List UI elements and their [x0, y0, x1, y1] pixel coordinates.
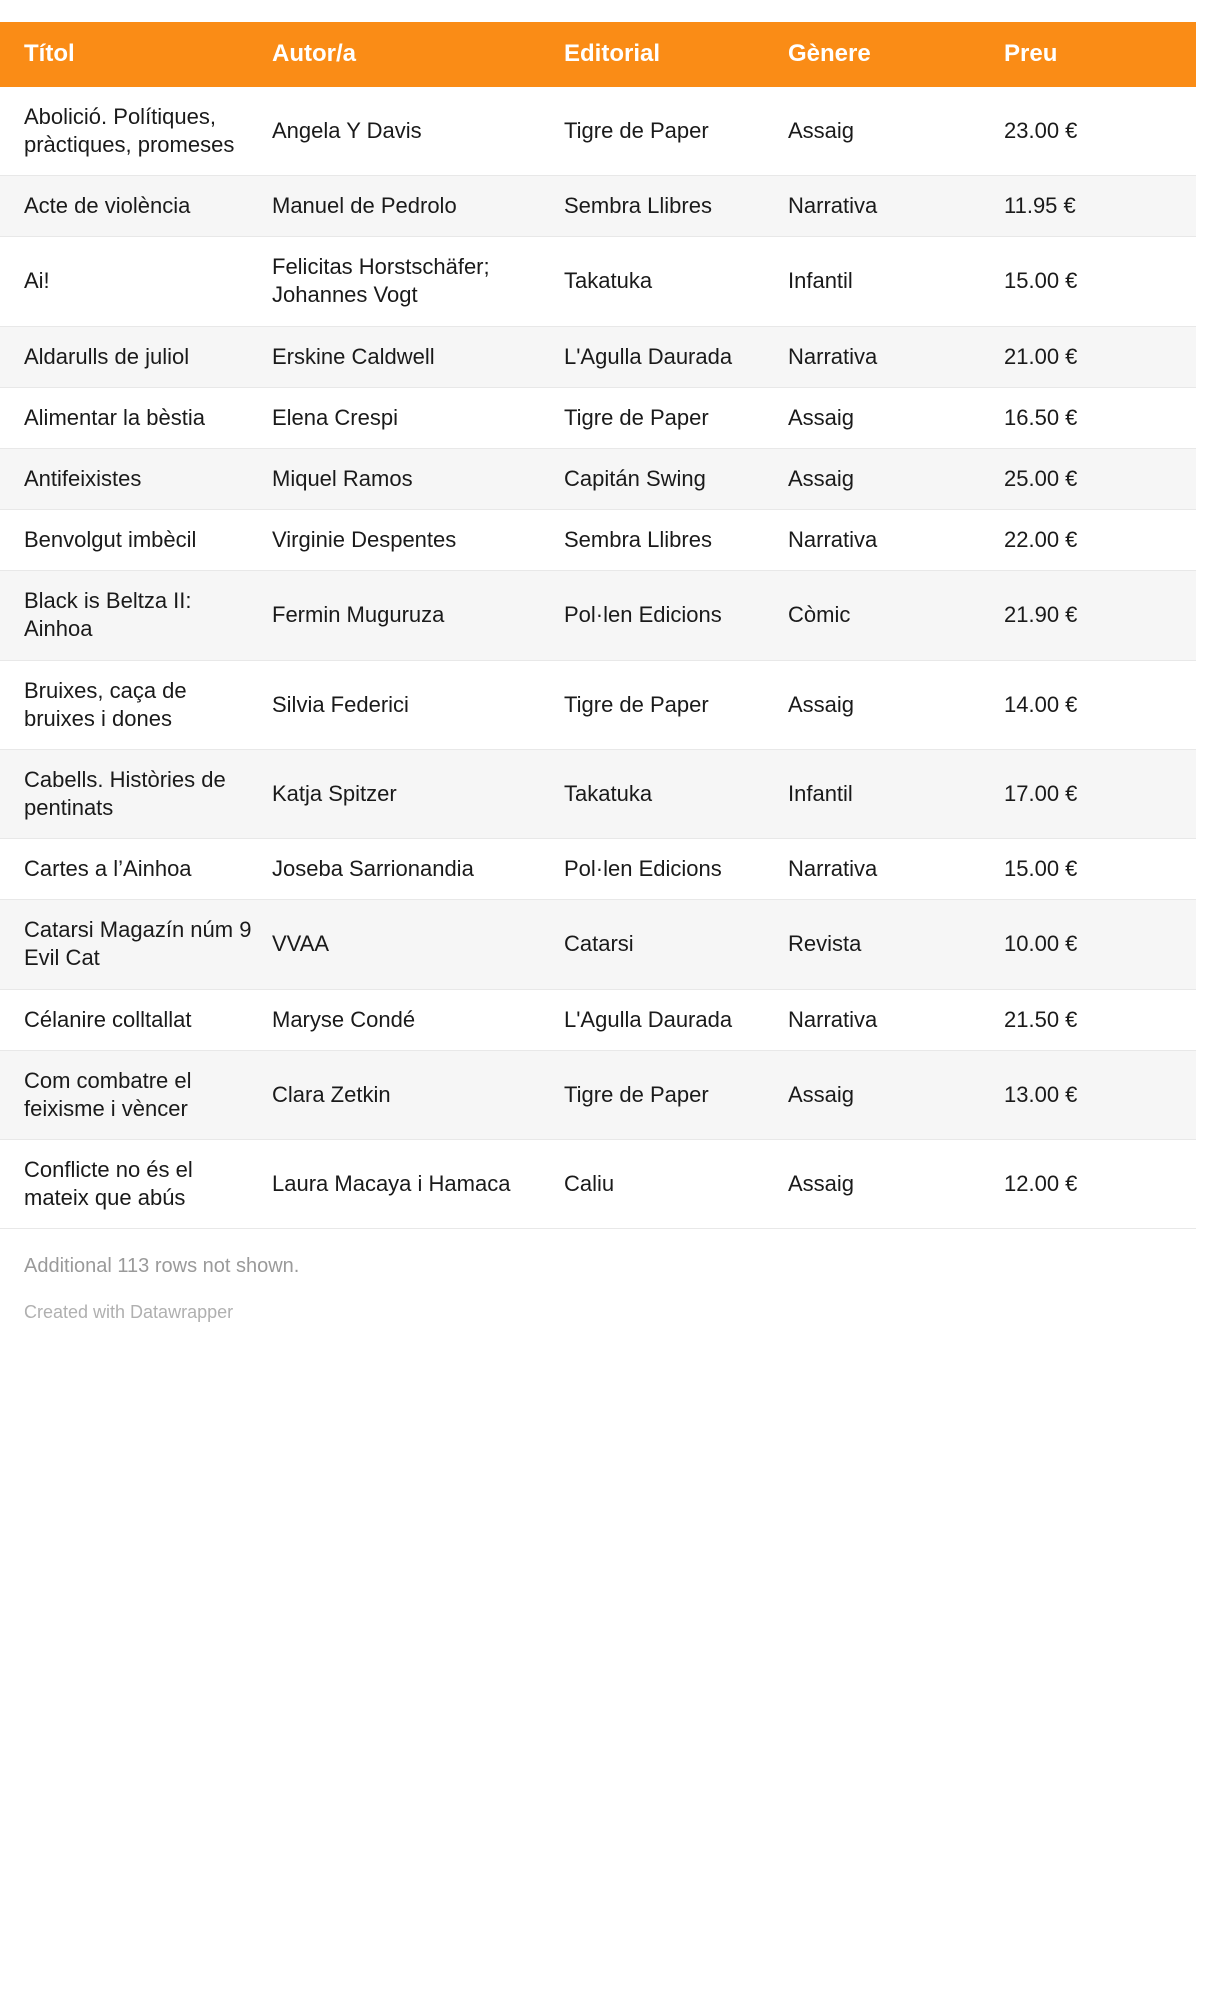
cell-editorial: Tigre de Paper	[564, 87, 788, 176]
cell-preu: 15.00 €	[1004, 839, 1196, 900]
cell-editorial: Caliu	[564, 1140, 788, 1229]
cell-genere: Còmic	[788, 571, 1004, 660]
cell-autor: Elena Crespi	[272, 387, 564, 448]
cell-editorial: L'Agulla Daurada	[564, 989, 788, 1050]
cell-genere: Assaig	[788, 87, 1004, 176]
table-header-row	[0, 22, 1196, 87]
cell-titol: Com combatre el feixisme i vèncer	[0, 1050, 272, 1139]
table-row	[0, 749, 1196, 838]
table-row	[0, 387, 1196, 448]
cell-editorial: Sembra Llibres	[564, 510, 788, 571]
cell-editorial: Tigre de Paper	[564, 660, 788, 749]
cell-editorial: Tigre de Paper	[564, 387, 788, 448]
table-row	[0, 176, 1196, 237]
cell-titol: Acte de violència	[0, 176, 272, 237]
cell-editorial: Takatuka	[564, 237, 788, 326]
table-row	[0, 1140, 1196, 1229]
column-header-preu[interactable]: Preu	[1004, 22, 1196, 87]
cell-autor: Erskine Caldwell	[272, 326, 564, 387]
cell-preu: 10.00 €	[1004, 900, 1196, 989]
cell-editorial: Catarsi	[564, 900, 788, 989]
cell-titol: Célanire colltallat	[0, 989, 272, 1050]
cell-titol: Ai!	[0, 237, 272, 326]
cell-preu: 12.00 €	[1004, 1140, 1196, 1229]
cell-genere: Infantil	[788, 749, 1004, 838]
table-row	[0, 87, 1196, 176]
cell-preu: 21.90 €	[1004, 571, 1196, 660]
table-row	[0, 326, 1196, 387]
cell-editorial: Tigre de Paper	[564, 1050, 788, 1139]
cell-titol: Antifeixistes	[0, 448, 272, 509]
cell-autor: Miquel Ramos	[272, 448, 564, 509]
table-row	[0, 839, 1196, 900]
table-row	[0, 237, 1196, 326]
cell-autor: Katja Spitzer	[272, 749, 564, 838]
cell-genere: Narrativa	[788, 326, 1004, 387]
cell-preu: 14.00 €	[1004, 660, 1196, 749]
table-row	[0, 1050, 1196, 1139]
cell-preu: 21.50 €	[1004, 989, 1196, 1050]
cell-autor: Maryse Condé	[272, 989, 564, 1050]
column-header-editorial[interactable]: Editorial	[564, 22, 788, 87]
datawrapper-credit[interactable]: Created with Datawrapper	[24, 1302, 234, 1323]
cell-preu: 15.00 €	[1004, 237, 1196, 326]
cell-titol: Conflicte no és el mateix que abús	[0, 1140, 272, 1229]
books-table	[0, 22, 1196, 1229]
cell-titol: Cabells. Històries de pentinats	[0, 749, 272, 838]
cell-genere: Narrativa	[788, 176, 1004, 237]
table-row	[0, 510, 1196, 571]
table-row	[0, 989, 1196, 1050]
cell-titol: Black is Beltza II: Ainhoa	[0, 571, 272, 660]
cell-genere: Assaig	[788, 387, 1004, 448]
column-header-genere[interactable]: Gènere	[788, 22, 1004, 87]
cell-autor: VVAA	[272, 900, 564, 989]
cell-genere: Narrativa	[788, 510, 1004, 571]
cell-preu: 22.00 €	[1004, 510, 1196, 571]
cell-autor: Virginie Despentes	[272, 510, 564, 571]
cell-editorial: Capitán Swing	[564, 448, 788, 509]
cell-genere: Assaig	[788, 448, 1004, 509]
cell-genere: Narrativa	[788, 839, 1004, 900]
cell-autor: Angela Y Davis	[272, 87, 564, 176]
cell-genere: Narrativa	[788, 989, 1004, 1050]
cell-titol: Bruixes, caça de bruixes i dones	[0, 660, 272, 749]
cell-preu: 11.95 €	[1004, 176, 1196, 237]
cell-autor: Fermin Muguruza	[272, 571, 564, 660]
cell-titol: Abolició. Polítiques, pràctiques, promeses	[0, 87, 272, 176]
table-row	[0, 900, 1196, 989]
cell-titol: Aldarulls de juliol	[0, 326, 272, 387]
cell-preu: 17.00 €	[1004, 749, 1196, 838]
cell-preu: 23.00 €	[1004, 87, 1196, 176]
cell-titol: Catarsi Magazín núm 9 Evil Cat	[0, 900, 272, 989]
cell-genere: Assaig	[788, 1140, 1004, 1229]
cell-titol: Cartes a l’Ainhoa	[0, 839, 272, 900]
cell-genere: Infantil	[788, 237, 1004, 326]
cell-autor: Clara Zetkin	[272, 1050, 564, 1139]
cell-autor: Manuel de Pedrolo	[272, 176, 564, 237]
cell-preu: 13.00 €	[1004, 1050, 1196, 1139]
cell-editorial: Sembra Llibres	[564, 176, 788, 237]
cell-editorial: Pol·len Edicions	[564, 571, 788, 660]
cell-genere: Revista	[788, 900, 1004, 989]
table-body	[0, 87, 1196, 1229]
table-row	[0, 660, 1196, 749]
table-header	[0, 22, 1196, 87]
additional-rows-note: Additional 113 rows not shown.	[24, 1255, 300, 1278]
cell-titol: Alimentar la bèstia	[0, 387, 272, 448]
cell-autor: Silvia Federici	[272, 660, 564, 749]
table-row	[0, 571, 1196, 660]
cell-autor: Laura Macaya i Hamaca	[272, 1140, 564, 1229]
cell-editorial: Pol·len Edicions	[564, 839, 788, 900]
cell-genere: Assaig	[788, 1050, 1004, 1139]
column-header-titol[interactable]: Títol	[0, 22, 272, 87]
cell-preu: 21.00 €	[1004, 326, 1196, 387]
cell-autor: Joseba Sarrionandia	[272, 839, 564, 900]
column-header-autor[interactable]: Autor/a	[272, 22, 564, 87]
cell-genere: Assaig	[788, 660, 1004, 749]
cell-editorial: Takatuka	[564, 749, 788, 838]
cell-editorial: L'Agulla Daurada	[564, 326, 788, 387]
cell-preu: 16.50 €	[1004, 387, 1196, 448]
cell-titol: Benvolgut imbècil	[0, 510, 272, 571]
cell-autor: Felicitas Horstschäfer; Johannes Vogt	[272, 237, 564, 326]
cell-preu: 25.00 €	[1004, 448, 1196, 509]
table-row	[0, 448, 1196, 509]
table-page	[0, 22, 1220, 1343]
